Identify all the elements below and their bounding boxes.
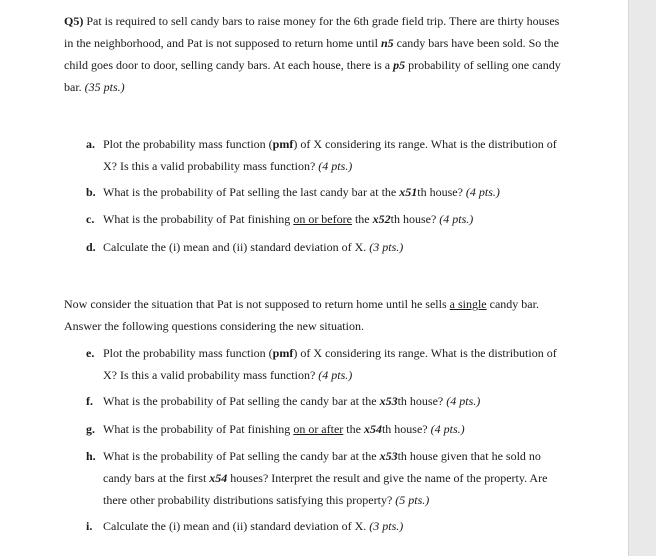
part-a-text: Plot the probability mass function (pmf) of X considering its range. What is the distribution of X? Is this a valid probability mass function? (4 pts.) xyxy=(103,137,557,173)
part-i-marker: i. xyxy=(86,519,93,533)
variable-n5: n5 xyxy=(380,36,394,50)
part-h-marker: h. xyxy=(86,449,96,463)
variable-x54: x54 xyxy=(363,422,382,436)
variable-x53: x53 xyxy=(379,394,398,408)
variable-x53: x53 xyxy=(379,449,398,463)
part-a-points: (4 pts.) xyxy=(318,159,353,173)
part-e-marker: e. xyxy=(86,346,95,360)
variable-p5: p5 xyxy=(393,58,406,72)
part-g-text: What is the probability of Pat finishing on or after the x54th house? (4 pts.) xyxy=(103,422,465,436)
part-f-marker: f. xyxy=(86,394,93,408)
part-e-points: (4 pts.) xyxy=(318,368,353,382)
question-text: Q5) Pat is required to sell candy bars to raise money for the 6th grade field trip. There are thirty houses in the neighborhood, and Pat is not supposed to return home until n5 candy bars have been sold. So the child goes door to door, selling candy bars. At each house, there is a p5 probability of selling one candy bar. (35 pts.) xyxy=(64,14,561,94)
situation-text: Now consider the situation that Pat is not supposed to return home until he sells a single candy bar. Answer the following questions considering the new situation. xyxy=(64,297,539,333)
part-h-points: (5 pts.) xyxy=(395,493,430,507)
part-c-text: What is the probability of Pat finishing on or before the x52th house? (4 pts.) xyxy=(103,212,474,226)
part-d-points: (3 pts.) xyxy=(369,240,404,254)
variable-x51: x51 xyxy=(399,185,418,199)
part-b-marker: b. xyxy=(86,185,96,199)
part-d-marker: d. xyxy=(86,240,96,254)
variable-x52: x52 xyxy=(372,212,391,226)
part-i-points: (3 pts.) xyxy=(369,519,404,533)
part-b-text: What is the probability of Pat selling the last candy bar at the x51th house? (4 pts.) xyxy=(103,185,500,199)
part-h-text: What is the probability of Pat selling the candy bar at the x53th house given that he sold no candy bars at the first x54 houses? Interpret the result and give the name of the property. Are there other probability distributions satisfying this property? (5 pts.) xyxy=(103,449,548,507)
part-c-points: (4 pts.) xyxy=(439,212,474,226)
part-g-marker: g. xyxy=(86,422,95,436)
variable-x54: x54 xyxy=(209,471,228,485)
question-points: (35 pts.) xyxy=(84,80,125,94)
part-c-marker: c. xyxy=(86,212,95,226)
part-f-points: (4 pts.) xyxy=(446,394,481,408)
part-i-text: Calculate the (i) mean and (ii) standard deviation of X. (3 pts.) xyxy=(103,519,404,533)
part-b-points: (4 pts.) xyxy=(465,185,500,199)
page-gutter xyxy=(628,0,656,556)
part-d-text: Calculate the (i) mean and (ii) standard deviation of X. (3 pts.) xyxy=(103,240,404,254)
part-e-text: Plot the probability mass function (pmf) of X considering its range. What is the distribution of X? Is this a valid probability mass function? (4 pts.) xyxy=(103,346,557,382)
part-g-points: (4 pts.) xyxy=(430,422,465,436)
part-f-text: What is the probability of Pat selling the candy bar at the x53th house? (4 pts.) xyxy=(103,394,481,408)
question-label: Q5) xyxy=(64,14,84,28)
part-a-marker: a. xyxy=(86,137,95,151)
